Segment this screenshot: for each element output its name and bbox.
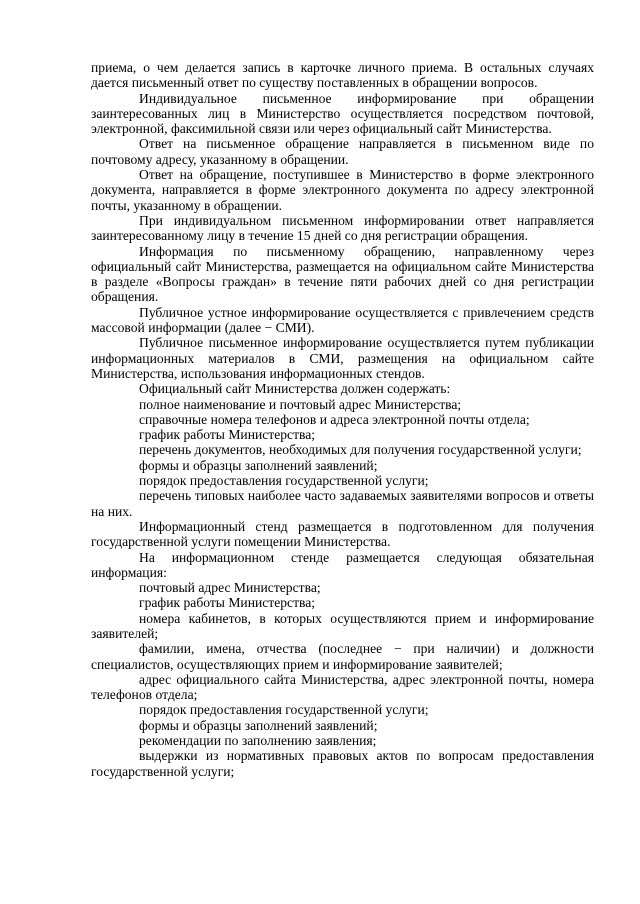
list-item: номера кабинетов, в которых осуществляются прием и информирование заявителей; xyxy=(91,610,594,641)
paragraph: приема, о чем делается запись в карточке личного приема. В остальных случаях дается письменный ответ по существу поставленных в обращении вопросов. xyxy=(91,60,594,91)
list-item: перечень документов, необходимых для получения государственной услуги; xyxy=(139,442,582,458)
list-item: рекомендации по заполнению заявления; xyxy=(139,733,377,749)
list-item: порядок предоставления государственной услуги; xyxy=(139,702,429,718)
paragraph: Индивидуальное письменное информирование при обращении заинтересованных лиц в Министерство осуществляется посредством почтовой, электронной, факсимильной связи или через официальный сайт Министерства. xyxy=(91,90,594,137)
paragraph: На информационном стенде размещается следующая обязательная информация: xyxy=(91,549,594,580)
paragraph: Ответ на обращение, поступившее в Министерство в форме электронного документа, направляется в форме электронного документа по адресу электронной почты, указанному в обращении. xyxy=(91,167,594,213)
list-item: полное наименование и почтовый адрес Министерства; xyxy=(139,396,462,412)
paragraph: Официальный сайт Министерства должен содержать: xyxy=(139,381,451,397)
paragraph: Публичное письменное информирование осуществляется путем публикации информационных материалов в СМИ, размещения на официальном сайте Министерства, использования информационных стендов. xyxy=(91,335,594,381)
list-item: почтовый адрес Министерства; xyxy=(139,580,321,596)
document-page xyxy=(91,60,594,779)
paragraph: Информационный стенд размещается в подготовленном для получения государственной услуги помещении Министерства. xyxy=(91,518,594,550)
list-item: справочные номера телефонов и адреса электронной почты отдела; xyxy=(139,411,530,427)
list-item: формы и образцы заполнений заявлений; xyxy=(139,457,378,473)
list-item: график работы Министерства; xyxy=(139,595,316,611)
paragraph: Информация по письменному обращению, направленному через официальный сайт Министерства, размещается на официальном сайте Министерства в разделе «Вопросы граждан» в течение пяти рабочих дней со дня регистрации обращения. xyxy=(91,243,594,305)
list-item: фамилии, имена, отчества (последнее − при наличии) и должности специалистов, осуществляющих прием и информирование заявителей; xyxy=(91,641,594,672)
list-item: формы и образцы заполнений заявлений; xyxy=(139,717,378,733)
list-item: адрес официального сайта Министерства, адрес электронной почты, номера телефонов отдела; xyxy=(91,671,594,703)
list-item: выдержки из нормативных правовых актов по вопросам предоставления государственной услуги; xyxy=(91,748,594,779)
paragraph: Публичное устное информирование осуществляется с привлечением средств массовой информации (далее − СМИ). xyxy=(91,304,594,336)
list-item: график работы Министерства; xyxy=(139,427,316,443)
paragraph: При индивидуальном письменном информировании ответ направляется заинтересованному лицу в течение 15 дней со дня регистрации обращения. xyxy=(91,212,594,244)
paragraph: Ответ на письменное обращение направляется в письменном виде по почтовому адресу, указанному в обращении. xyxy=(91,136,594,167)
list-item: перечень типовых наиболее часто задаваемых заявителями вопросов и ответы на них. xyxy=(91,488,594,519)
list-item: порядок предоставления государственной услуги; xyxy=(139,473,429,489)
